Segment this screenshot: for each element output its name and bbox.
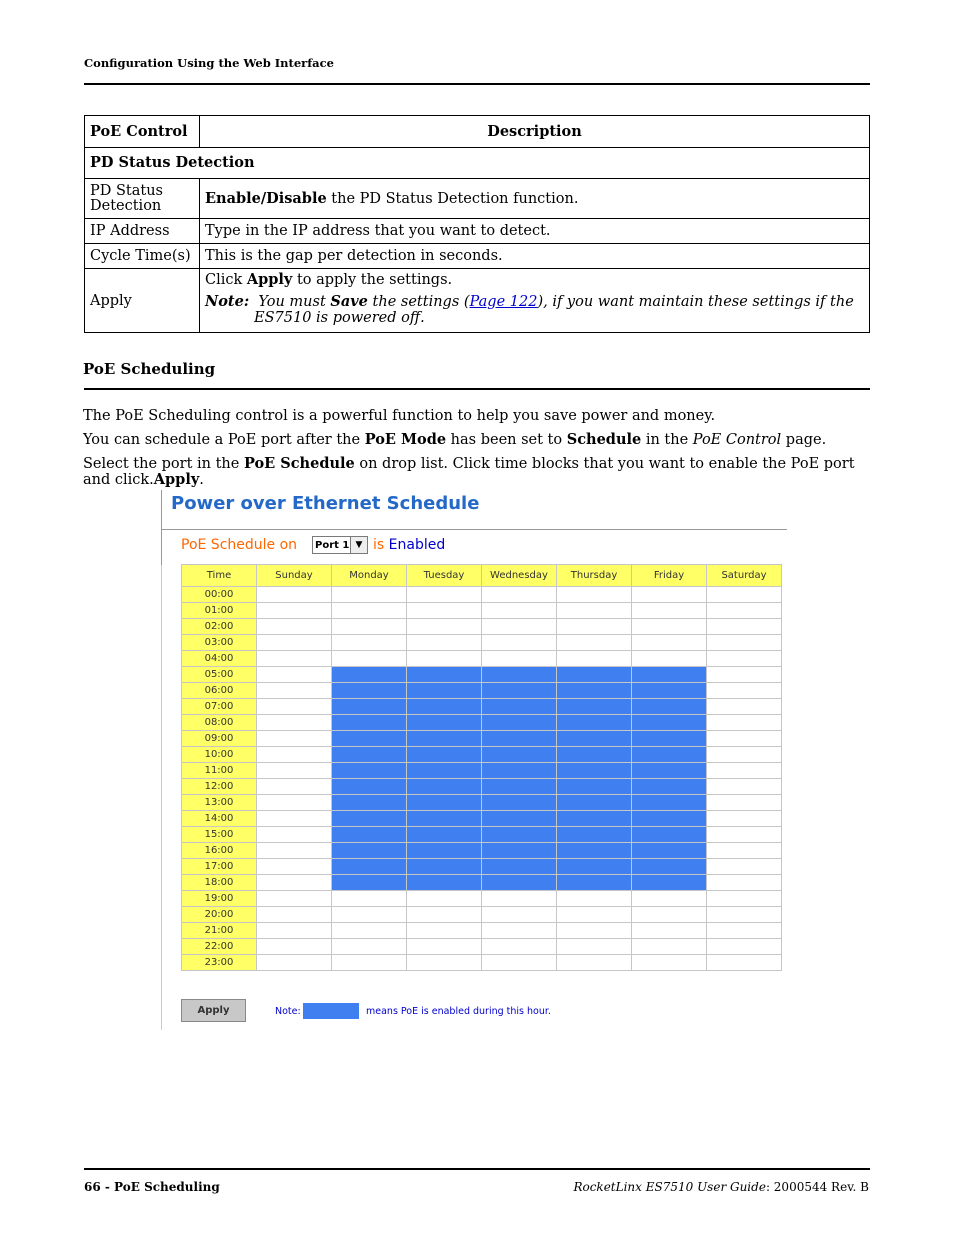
time-block[interactable] xyxy=(407,763,482,779)
header-rule xyxy=(84,83,870,85)
time-block[interactable] xyxy=(332,731,407,747)
time-block[interactable] xyxy=(407,619,482,635)
time-block[interactable] xyxy=(557,891,632,907)
time-block[interactable] xyxy=(707,875,782,891)
time-block[interactable] xyxy=(557,875,632,891)
control-cell: Apply xyxy=(85,269,200,333)
time-block[interactable] xyxy=(707,603,782,619)
legend-swatch xyxy=(303,1003,359,1019)
time-block[interactable] xyxy=(632,859,707,875)
table-row xyxy=(85,219,870,244)
col-header-description: Description xyxy=(200,116,870,148)
time-block[interactable] xyxy=(482,667,557,683)
time-block[interactable] xyxy=(332,763,407,779)
time-block[interactable] xyxy=(407,779,482,795)
time-block[interactable] xyxy=(482,699,557,715)
grid-row xyxy=(182,843,782,859)
title-divider xyxy=(162,529,787,530)
grid-column-header: Thursday xyxy=(557,565,632,587)
time-block[interactable] xyxy=(407,715,482,731)
paragraph-1: The PoE Scheduling control is a powerful function to help you save power and money. xyxy=(83,408,716,424)
time-block[interactable] xyxy=(557,651,632,667)
hour-label: 08:00 xyxy=(182,715,257,731)
description-cell: This is the gap per detection in seconds. xyxy=(200,244,870,269)
hour-label: 13:00 xyxy=(182,795,257,811)
bold-term: Schedule xyxy=(566,431,642,448)
time-block[interactable] xyxy=(482,779,557,795)
time-block[interactable] xyxy=(707,635,782,651)
hour-label: 16:00 xyxy=(182,843,257,859)
status-value: Enabled xyxy=(388,537,446,553)
time-block[interactable] xyxy=(482,747,557,763)
time-block[interactable] xyxy=(557,667,632,683)
grid-row xyxy=(182,731,782,747)
time-block[interactable] xyxy=(407,827,482,843)
time-block[interactable] xyxy=(332,715,407,731)
time-block[interactable] xyxy=(482,619,557,635)
time-block[interactable] xyxy=(257,603,332,619)
time-block[interactable] xyxy=(707,843,782,859)
grid-row xyxy=(182,891,782,907)
grid-row xyxy=(182,779,782,795)
poe-control-table xyxy=(84,115,870,333)
bold-term: PoE Mode xyxy=(364,431,447,448)
time-block[interactable] xyxy=(707,955,782,971)
time-block[interactable] xyxy=(557,731,632,747)
time-block[interactable] xyxy=(257,795,332,811)
hour-label: 05:00 xyxy=(182,667,257,683)
grid-row xyxy=(182,939,782,955)
time-block[interactable] xyxy=(407,859,482,875)
bold-term: Apply xyxy=(246,270,293,288)
time-block[interactable] xyxy=(632,603,707,619)
grid-row xyxy=(182,667,782,683)
time-block[interactable] xyxy=(257,747,332,763)
time-block[interactable] xyxy=(557,859,632,875)
time-block[interactable] xyxy=(332,955,407,971)
hour-label: 21:00 xyxy=(182,923,257,939)
time-block[interactable] xyxy=(332,683,407,699)
grid-row xyxy=(182,955,782,971)
time-block[interactable] xyxy=(332,651,407,667)
description-text: the PD Status Detection function. xyxy=(326,190,579,207)
time-block[interactable] xyxy=(332,699,407,715)
hour-label: 23:00 xyxy=(182,955,257,971)
apply-button[interactable]: Apply xyxy=(181,999,246,1022)
time-block[interactable] xyxy=(332,795,407,811)
time-block[interactable] xyxy=(632,587,707,603)
time-block[interactable] xyxy=(332,811,407,827)
time-block[interactable] xyxy=(482,635,557,651)
time-block[interactable] xyxy=(257,619,332,635)
time-block[interactable] xyxy=(482,651,557,667)
time-block[interactable] xyxy=(407,923,482,939)
time-block[interactable] xyxy=(482,795,557,811)
grid-row xyxy=(182,827,782,843)
time-block[interactable] xyxy=(632,811,707,827)
text: the settings ( xyxy=(367,293,470,310)
hour-label: 03:00 xyxy=(182,635,257,651)
hour-label: 10:00 xyxy=(182,747,257,763)
text: You can schedule a PoE port after the xyxy=(83,432,365,448)
time-block[interactable] xyxy=(632,619,707,635)
hour-label: 02:00 xyxy=(182,619,257,635)
note-label: Note: xyxy=(205,292,250,310)
hour-label: 06:00 xyxy=(182,683,257,699)
time-block[interactable] xyxy=(332,747,407,763)
time-block[interactable] xyxy=(632,699,707,715)
time-block[interactable] xyxy=(707,763,782,779)
time-block[interactable] xyxy=(407,795,482,811)
hour-label: 20:00 xyxy=(182,907,257,923)
schedule-on-label: PoE Schedule on xyxy=(181,537,298,553)
bold-term: Enable/Disable xyxy=(205,189,327,207)
time-block[interactable] xyxy=(557,763,632,779)
italic-term: PoE Control xyxy=(692,432,782,448)
running-header: Configuration Using the Web Interface xyxy=(84,56,334,70)
paragraph-2 xyxy=(83,432,873,448)
grid-header-row xyxy=(182,565,782,587)
time-block[interactable] xyxy=(557,635,632,651)
time-block[interactable] xyxy=(632,827,707,843)
time-block[interactable] xyxy=(332,779,407,795)
time-block[interactable] xyxy=(632,875,707,891)
time-block[interactable] xyxy=(482,843,557,859)
text: Click xyxy=(205,271,247,288)
time-block[interactable] xyxy=(707,891,782,907)
col-header-control: PoE Control xyxy=(85,116,200,148)
time-block[interactable] xyxy=(482,587,557,603)
time-block[interactable] xyxy=(257,715,332,731)
text: has been set to xyxy=(446,432,567,448)
table-header-row xyxy=(85,116,870,148)
grid-column-header: Tuesday xyxy=(407,565,482,587)
time-block[interactable] xyxy=(632,843,707,859)
time-block[interactable] xyxy=(482,907,557,923)
time-block[interactable] xyxy=(332,827,407,843)
time-block[interactable] xyxy=(407,891,482,907)
guide-title: RocketLinx ES7510 User Guide xyxy=(573,1180,766,1194)
time-block[interactable] xyxy=(707,779,782,795)
grid-row xyxy=(182,587,782,603)
time-block[interactable] xyxy=(257,779,332,795)
time-block[interactable] xyxy=(557,907,632,923)
time-block[interactable] xyxy=(257,683,332,699)
time-block[interactable] xyxy=(707,923,782,939)
footer-left: 66 - PoE Scheduling xyxy=(84,1180,220,1194)
time-block[interactable] xyxy=(632,939,707,955)
section-rule xyxy=(84,388,870,390)
grid-column-header: Wednesday xyxy=(482,565,557,587)
time-block[interactable] xyxy=(632,651,707,667)
grid-row xyxy=(182,715,782,731)
panel-border xyxy=(161,490,162,1030)
time-block[interactable] xyxy=(407,939,482,955)
time-block[interactable] xyxy=(632,779,707,795)
hour-label: 17:00 xyxy=(182,859,257,875)
description-cell: Type in the IP address that you want to detect. xyxy=(200,219,870,244)
text: in the xyxy=(641,432,693,448)
time-block[interactable] xyxy=(557,747,632,763)
grid-row xyxy=(182,699,782,715)
poe-schedule-screenshot xyxy=(161,490,791,1030)
time-block[interactable] xyxy=(557,811,632,827)
time-block[interactable] xyxy=(257,811,332,827)
time-block[interactable] xyxy=(482,683,557,699)
time-block[interactable] xyxy=(482,939,557,955)
time-block[interactable] xyxy=(557,603,632,619)
hour-label: 22:00 xyxy=(182,939,257,955)
bold-term: Apply xyxy=(153,471,200,488)
grid-row xyxy=(182,683,782,699)
time-block[interactable] xyxy=(557,779,632,795)
time-block[interactable] xyxy=(332,635,407,651)
time-block[interactable] xyxy=(257,955,332,971)
time-block[interactable] xyxy=(482,811,557,827)
control-cell: IP Address xyxy=(85,219,200,244)
grid-row xyxy=(182,811,782,827)
section-heading: PoE Scheduling xyxy=(83,360,216,378)
time-block[interactable] xyxy=(707,683,782,699)
time-block[interactable] xyxy=(332,875,407,891)
time-block[interactable] xyxy=(332,619,407,635)
time-block[interactable] xyxy=(482,923,557,939)
time-block[interactable] xyxy=(632,683,707,699)
time-block[interactable] xyxy=(707,811,782,827)
grid-row xyxy=(182,619,782,635)
time-block[interactable] xyxy=(707,747,782,763)
time-block[interactable] xyxy=(407,603,482,619)
time-block[interactable] xyxy=(557,923,632,939)
time-block[interactable] xyxy=(332,587,407,603)
schedule-status xyxy=(373,537,445,553)
time-block[interactable] xyxy=(257,875,332,891)
time-block[interactable] xyxy=(257,907,332,923)
hour-label: 18:00 xyxy=(182,875,257,891)
time-block[interactable] xyxy=(332,923,407,939)
hour-label: 01:00 xyxy=(182,603,257,619)
time-block[interactable] xyxy=(407,731,482,747)
time-block[interactable] xyxy=(257,731,332,747)
time-block[interactable] xyxy=(257,699,332,715)
grid-column-header: Time xyxy=(182,565,257,587)
time-block[interactable] xyxy=(707,827,782,843)
time-block[interactable] xyxy=(407,955,482,971)
time-block[interactable] xyxy=(482,859,557,875)
time-block[interactable] xyxy=(557,699,632,715)
time-block[interactable] xyxy=(407,747,482,763)
table-row xyxy=(85,269,870,333)
grid-row xyxy=(182,875,782,891)
text: . xyxy=(199,472,204,488)
grid-row xyxy=(182,651,782,667)
hour-label: 00:00 xyxy=(182,587,257,603)
time-block[interactable] xyxy=(257,587,332,603)
time-block[interactable] xyxy=(482,763,557,779)
hour-label: 14:00 xyxy=(182,811,257,827)
is-label: is xyxy=(373,537,385,553)
time-block[interactable] xyxy=(557,683,632,699)
time-block[interactable] xyxy=(707,699,782,715)
time-block[interactable] xyxy=(557,955,632,971)
time-block[interactable] xyxy=(707,667,782,683)
table-row xyxy=(85,244,870,269)
time-block[interactable] xyxy=(407,843,482,859)
time-block[interactable] xyxy=(332,907,407,923)
time-block[interactable] xyxy=(707,859,782,875)
time-block[interactable] xyxy=(632,763,707,779)
time-block[interactable] xyxy=(632,747,707,763)
bold-term: Save xyxy=(330,292,368,310)
section-pd-status: PD Status Detection xyxy=(85,148,870,179)
time-block[interactable] xyxy=(482,875,557,891)
hour-label: 09:00 xyxy=(182,731,257,747)
time-block[interactable] xyxy=(332,603,407,619)
time-block[interactable] xyxy=(482,955,557,971)
time-block[interactable] xyxy=(407,875,482,891)
time-block[interactable] xyxy=(707,795,782,811)
time-block[interactable] xyxy=(482,603,557,619)
chevron-down-icon[interactable]: ▼ xyxy=(350,537,367,553)
hour-label: 12:00 xyxy=(182,779,257,795)
page-link[interactable]: Page 122 xyxy=(469,293,538,310)
grid-column-header: Saturday xyxy=(707,565,782,587)
schedule-title: Power over Ethernet Schedule xyxy=(171,493,480,514)
time-block[interactable] xyxy=(632,955,707,971)
time-block[interactable] xyxy=(257,667,332,683)
time-block[interactable] xyxy=(407,635,482,651)
time-block[interactable] xyxy=(332,843,407,859)
time-block[interactable] xyxy=(707,907,782,923)
time-block[interactable] xyxy=(557,587,632,603)
time-block[interactable] xyxy=(632,715,707,731)
time-block[interactable] xyxy=(257,843,332,859)
control-cell: PD Status Detection xyxy=(85,179,200,219)
grid-row xyxy=(182,907,782,923)
legend-note-label: Note: xyxy=(275,1006,301,1017)
port-select-value: Port 1 xyxy=(315,540,350,551)
time-block[interactable] xyxy=(632,907,707,923)
time-block[interactable] xyxy=(407,651,482,667)
time-block[interactable] xyxy=(632,923,707,939)
port-select[interactable] xyxy=(312,536,368,554)
hour-label: 11:00 xyxy=(182,763,257,779)
time-block[interactable] xyxy=(482,715,557,731)
description-cell xyxy=(200,269,870,333)
text: Select the port in the xyxy=(83,456,244,472)
table-row xyxy=(85,179,870,219)
time-block[interactable] xyxy=(557,939,632,955)
time-block[interactable] xyxy=(632,731,707,747)
time-block[interactable] xyxy=(257,891,332,907)
text: on drop list. Click time blocks that you want to enable the PoE port and click. xyxy=(83,456,855,488)
grid-row xyxy=(182,635,782,651)
hour-label: 07:00 xyxy=(182,699,257,715)
legend-text: means PoE is enabled during this hour. xyxy=(366,1006,551,1017)
time-block[interactable] xyxy=(332,939,407,955)
schedule-grid xyxy=(181,564,782,971)
time-block[interactable] xyxy=(632,795,707,811)
footer-rule xyxy=(84,1168,870,1170)
time-block[interactable] xyxy=(257,635,332,651)
time-block[interactable] xyxy=(632,667,707,683)
time-block[interactable] xyxy=(707,619,782,635)
time-block[interactable] xyxy=(482,731,557,747)
time-block[interactable] xyxy=(257,939,332,955)
text: to apply the settings. xyxy=(292,271,453,288)
time-block[interactable] xyxy=(257,827,332,843)
time-block[interactable] xyxy=(632,891,707,907)
time-block[interactable] xyxy=(257,923,332,939)
grid-row xyxy=(182,763,782,779)
time-block[interactable] xyxy=(257,651,332,667)
paragraph-3 xyxy=(83,456,873,488)
bold-term: PoE Schedule xyxy=(243,455,355,472)
text: You must xyxy=(258,293,331,310)
time-block[interactable] xyxy=(407,907,482,923)
grid-column-header: Friday xyxy=(632,565,707,587)
time-block[interactable] xyxy=(707,715,782,731)
time-block[interactable] xyxy=(557,843,632,859)
description-cell xyxy=(200,179,870,219)
time-block[interactable] xyxy=(557,795,632,811)
grid-row xyxy=(182,859,782,875)
text: page. xyxy=(781,432,827,448)
time-block[interactable] xyxy=(707,587,782,603)
text: ), if you want maintain these settings if the ES7510 is powered off. xyxy=(254,293,854,326)
time-block[interactable] xyxy=(557,715,632,731)
time-block[interactable] xyxy=(707,731,782,747)
time-block[interactable] xyxy=(482,891,557,907)
time-block[interactable] xyxy=(407,811,482,827)
grid-row xyxy=(182,923,782,939)
time-block[interactable] xyxy=(332,859,407,875)
grid-row xyxy=(182,603,782,619)
time-block[interactable] xyxy=(557,827,632,843)
time-block[interactable] xyxy=(332,667,407,683)
time-block[interactable] xyxy=(632,635,707,651)
time-block[interactable] xyxy=(707,939,782,955)
control-cell: Cycle Time(s) xyxy=(85,244,200,269)
time-block[interactable] xyxy=(482,827,557,843)
time-block[interactable] xyxy=(407,683,482,699)
grid-column-header: Sunday xyxy=(257,565,332,587)
time-block[interactable] xyxy=(407,667,482,683)
guide-revision: : 2000544 Rev. B xyxy=(765,1180,869,1194)
footer-right xyxy=(573,1180,869,1194)
note xyxy=(205,294,864,326)
grid-row xyxy=(182,795,782,811)
time-block[interactable] xyxy=(407,699,482,715)
hour-label: 15:00 xyxy=(182,827,257,843)
hour-label: 19:00 xyxy=(182,891,257,907)
apply-instruction xyxy=(205,272,864,288)
time-block[interactable] xyxy=(407,587,482,603)
time-block[interactable] xyxy=(257,763,332,779)
time-block[interactable] xyxy=(707,651,782,667)
panel-border-accent xyxy=(161,490,162,565)
time-block[interactable] xyxy=(257,859,332,875)
grid-column-header: Monday xyxy=(332,565,407,587)
grid-row xyxy=(182,747,782,763)
table-section-row xyxy=(85,148,870,179)
hour-label: 04:00 xyxy=(182,651,257,667)
time-block[interactable] xyxy=(332,891,407,907)
time-block[interactable] xyxy=(557,619,632,635)
